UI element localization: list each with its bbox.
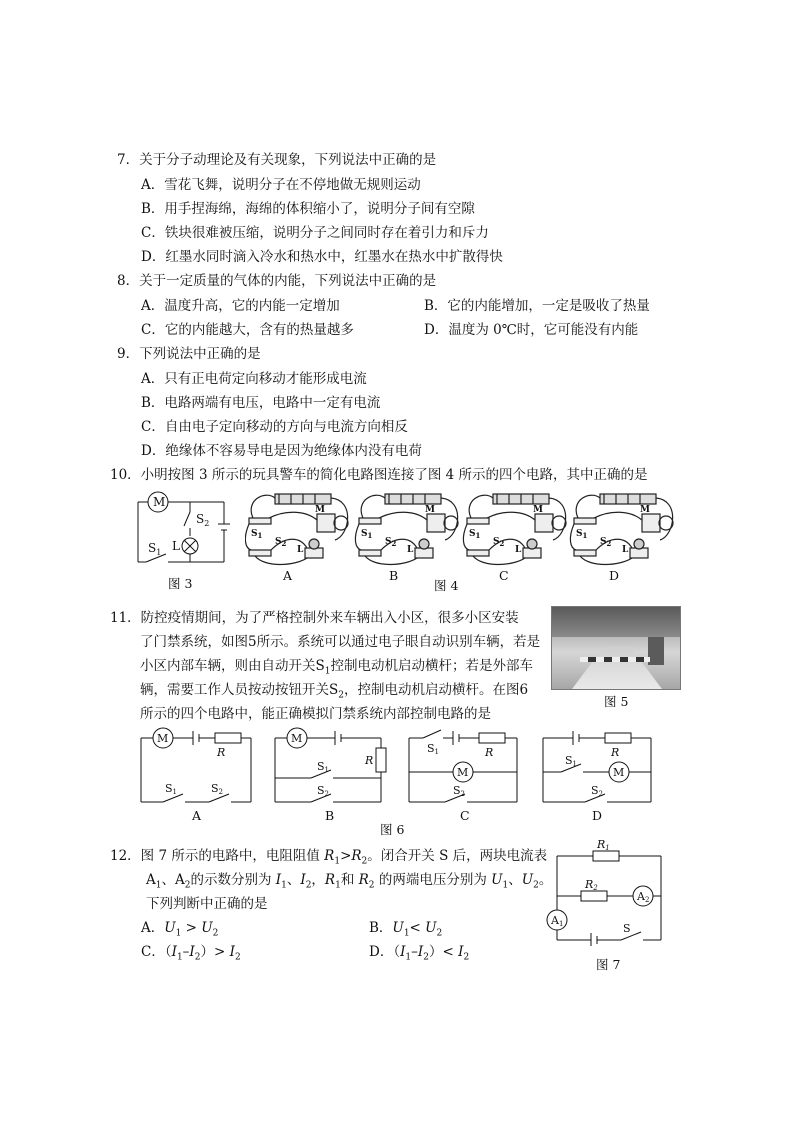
q8-stem: 8．关于一定质量的气体的内能，下列说法中正确的是 [117,273,437,289]
q7-option-b: B．用手捏海绵，海绵的体积缩小了，说明分子间有空隙 [141,201,475,217]
svg-text:L: L [297,545,304,555]
svg-text:A2: A2 [637,890,650,904]
svg-text:S1: S1 [317,760,330,774]
q12-option-a: A．$U_1 > U_2$ [141,920,219,939]
fig6-d-resistor: R [611,746,620,759]
q10-stem: 10．小明按图 3 所示的玩具警车的简化电路图连接了图 4 所示的四个电路，其中正确的是 [110,467,648,483]
figure-6-label-b: B [325,808,335,823]
svg-text:S2: $S_2$ [385,537,397,548]
figure-7-circuit [543,836,668,946]
q9-option-c: C．自由电子定向移动的方向与电流方向相反 [141,419,408,435]
q11-line5: 所示的四个电路中，能正确模拟门禁系统内部控制电路的是 [140,706,491,722]
svg-text:L: L [622,545,629,555]
svg-text:L: L [407,545,414,555]
svg-text:A1: A1 [551,914,564,928]
svg-text:M: M [425,505,435,515]
svg-text:S2: $S_2$ [275,537,287,548]
q12-option-d: D．$(I_1-I_2)< I_2$ [369,944,470,963]
svg-text:S2: $S_2$ [196,512,210,528]
q7-option-d: D．红墨水同时滴入冷水和热水中，红墨水在热水中扩散得快 [141,249,503,265]
q11-line1: 11．防控疫情期间，为了严格控制外来车辆出入小区，很多小区安装 [110,610,519,626]
fig6-a-resistor: R [217,746,226,759]
fig3-lamp-label: L [172,539,180,553]
q8-option-c: C．它的内能越大，含有的热量越多 [141,322,354,338]
svg-text:R2: R2 [585,878,598,892]
q9-stem: 9．下列说法中正确的是 [117,346,261,362]
svg-text:S1: S1 [165,782,178,796]
svg-text:M: M [315,505,325,515]
fig7-s-label: S [623,922,631,935]
fig6-c-motor: M [457,766,469,779]
q8-option-b: B．它的内能增加，一定是吸收了热量 [424,298,650,314]
fig6-b-s2: S [317,784,325,797]
fig6-c-resistor: R [485,746,494,759]
q12-line2: $A_1$、$A_2$的示数分别为 $I_1$、$I_2$，$R_1$和 $R_2$ 的两端电压分别为 $U_1$、$U_2$。 [146,872,553,891]
fig6-c-s2: S [453,784,461,797]
fig6-b-s1: S [317,760,325,773]
svg-text:S2: $S_2$ [600,537,612,548]
svg-text:S1: $S_1$ [361,529,373,540]
q7-option-c: C．铁块很难被压缩，说明分子之间同时存在着引力和斥力 [141,225,489,241]
q11-line4: 辆，需要工作人员按动按钮开关$S_2$，控制电动机启动横杆。在图6 [140,682,529,701]
q9-option-b: B．电路两端有电压，电路中一定有电流 [141,395,381,411]
fig6-b-motor: M [291,732,303,745]
fig7-a1-label: A [551,914,559,927]
fig3-motor-label: M [153,495,166,509]
fig6-a-motor: M [157,732,169,745]
fig6-a-s1: S [165,782,173,795]
q12-option-c: C．$(I_1-I_2)> I_2$ [141,944,241,963]
fig3-s1-label: S [148,541,157,555]
fig6-d-s2: S [591,784,599,797]
fig6-a-s2: S [211,782,219,795]
q9-option-a: A．只有正电荷定向移动才能形成电流 [141,371,367,387]
q12-line1: 12．图 7 所示的电路中，电阻阻值 $R_1>R_2$。闭合开关 S 后，两块电流表 [110,848,548,867]
svg-text:S1: $S_1$ [576,529,588,540]
svg-text:S1: $S_1$ [251,529,263,540]
figure-3-circuit [132,490,242,568]
svg-text:L: L [515,545,522,555]
q12-line3: 下列判断中正确的是 [146,896,268,912]
svg-text:S2: S2 [453,784,466,798]
q7-option-a: A．雪花飞舞，说明分子在不停地做无规则运动 [141,177,421,193]
figure-4-label-d: D [609,568,620,583]
fig6-b-resistor: R [365,754,374,767]
q12-option-b: B．$U_1< U_2$ [369,920,443,939]
figure-5-photo [551,606,681,690]
svg-text:S1: S1 [565,754,578,768]
svg-text:S2: S2 [591,784,604,798]
fig6-d-s1: S [565,754,573,767]
q11-line2: 了门禁系统，如图5所示。系统可以通过电子眼自动识别车辆，若是 [140,634,541,650]
figure-7-caption: 图 7 [596,957,621,972]
svg-text:S2: $S_2$ [493,537,505,548]
fig7-a2-label: A [637,890,645,903]
figure-6-label-d: D [592,808,603,823]
figure-4-caption: 图 4 [434,578,459,593]
figure-6-label-a: A [192,808,202,823]
figure-3-caption: 图 3 [168,576,193,591]
figure-6-label-c: C [460,808,470,823]
fig6-d-motor: M [613,766,625,779]
q9-option-d: D．绝缘体不容易导电是因为绝缘体内没有电荷 [141,443,422,459]
svg-text:S2: S2 [317,784,330,798]
q11-line3: 小区内部车辆，则由自动开关$S_1$控制电动机启动横杆；若是外部车 [140,658,533,677]
fig3-s2-label: S [196,512,205,526]
q7-stem: 7．关于分子动理论及有关现象，下列说法中正确的是 [117,152,437,168]
svg-text:S1: S1 [427,742,440,756]
fig7-r1-label: R [597,838,606,851]
figure-5-caption: 图 5 [604,694,629,709]
svg-text:S1: $S_1$ [148,541,162,557]
figure-4-circuits [245,490,685,572]
figure-6-circuits [135,726,655,822]
figure-4-label-c: C [499,568,509,583]
svg-text:M: M [533,505,543,515]
figure-4-label-b: B [389,568,399,583]
svg-text:S1: $S_1$ [469,529,481,540]
q8-option-a: A．温度升高，它的内能一定增加 [141,298,340,314]
fig7-r2-label: R [585,878,594,891]
fig6-c-s1: S [427,742,435,755]
figure-4-label-a: A [283,568,293,583]
figure-6-caption: 图 6 [380,822,405,837]
q8-option-d: D．温度为 0℃时，它可能没有内能 [424,322,639,338]
svg-text:S2: S2 [211,782,224,796]
svg-text:R1: R1 [597,838,610,852]
svg-text:M: M [640,505,650,515]
